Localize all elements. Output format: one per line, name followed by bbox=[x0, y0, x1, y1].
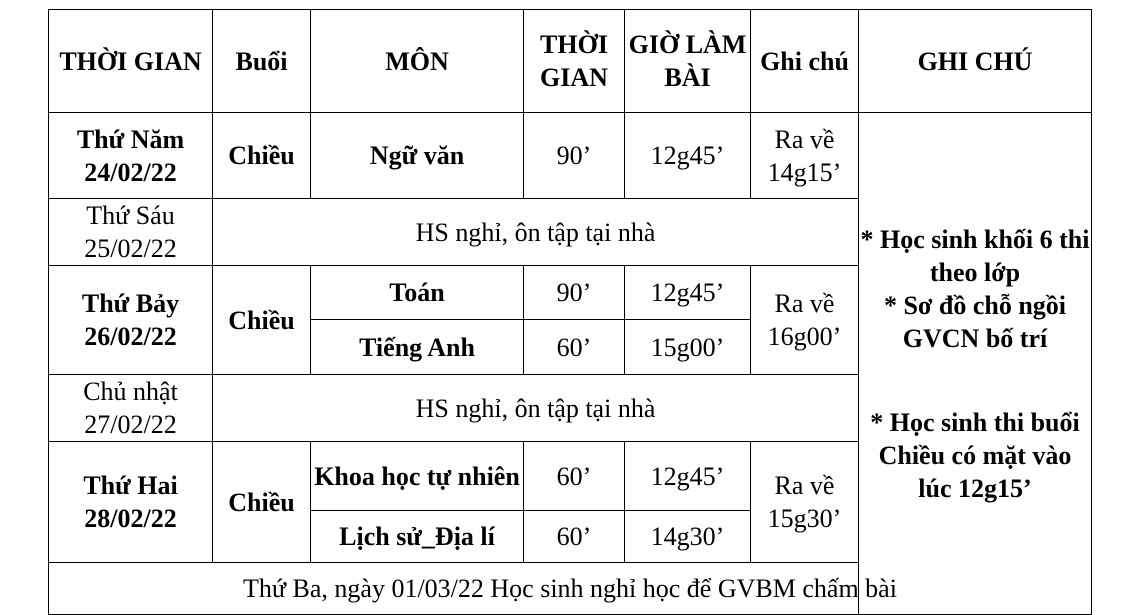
subject-cell: Ngữ văn bbox=[311, 113, 524, 199]
duration-cell: 90’ bbox=[524, 113, 625, 199]
header-time: THỜI GIAN bbox=[49, 10, 213, 113]
session-cell: Chiều bbox=[213, 442, 311, 563]
start-time-cell: 14g30’ bbox=[625, 511, 751, 563]
footer-row bbox=[49, 563, 1092, 615]
day-cell bbox=[49, 266, 213, 375]
day-name: Thứ Hai bbox=[83, 471, 178, 500]
header-session: Buổi bbox=[213, 10, 311, 113]
day-name: Thứ Bảy bbox=[81, 289, 180, 318]
day-name: Thứ Sáu bbox=[86, 201, 175, 230]
duration-cell: 60’ bbox=[524, 511, 625, 563]
start-time-cell: 12g45’ bbox=[625, 442, 751, 511]
start-time-cell: 12g45’ bbox=[625, 113, 751, 199]
day-name: Chủ nhật bbox=[83, 377, 178, 406]
header-row bbox=[49, 10, 1092, 113]
rest-day-cell: HS nghỉ, ôn tập tại nhà bbox=[213, 375, 859, 442]
start-time-cell: 12g45’ bbox=[625, 266, 751, 320]
table-row bbox=[49, 113, 1092, 199]
subject-cell: Khoa học tự nhiên bbox=[311, 442, 524, 511]
day-date: 27/02/22 bbox=[84, 410, 177, 439]
subject-cell: Lịch sử_Địa lí bbox=[311, 511, 524, 563]
remark-line: * Sơ đồ chỗ ngồi GVCN bố trí bbox=[884, 290, 1066, 353]
remark-line: * Học sinh thi buổi Chiều có mặt vào lúc 12g15’ bbox=[870, 407, 1080, 503]
note-cell: Ra về 15g30’ bbox=[751, 442, 859, 563]
header-subject: MÔN bbox=[311, 10, 524, 113]
exam-schedule-table bbox=[48, 9, 1092, 615]
session-cell: Chiều bbox=[213, 266, 311, 375]
subject-cell: Tiếng Anh bbox=[311, 320, 524, 375]
duration-cell: 60’ bbox=[524, 320, 625, 375]
remark-line: * Học sinh khối 6 thi theo lớp bbox=[860, 224, 1090, 287]
day-date: 25/02/22 bbox=[84, 234, 177, 263]
header-note: Ghi chú bbox=[751, 10, 859, 113]
day-date: 28/02/22 bbox=[84, 504, 177, 533]
note-cell: Ra về 16g00’ bbox=[751, 266, 859, 375]
session-cell: Chiều bbox=[213, 113, 311, 199]
remarks-cell bbox=[859, 113, 1092, 615]
header-duration: THỜI GIAN bbox=[524, 10, 625, 113]
note-cell: Ra về 14g15’ bbox=[751, 113, 859, 199]
header-start-time: GIỜ LÀM BÀI bbox=[625, 10, 751, 113]
day-date: 24/02/22 bbox=[84, 157, 177, 187]
duration-cell: 90’ bbox=[524, 266, 625, 320]
day-cell bbox=[49, 442, 213, 563]
footer-cell: Thứ Ba, ngày 01/03/22 Học sinh nghỉ học để GVBM chấm bài bbox=[49, 563, 1092, 615]
day-cell bbox=[49, 199, 213, 266]
day-cell bbox=[49, 375, 213, 442]
day-name: Thứ Năm bbox=[76, 124, 185, 154]
day-cell bbox=[49, 113, 213, 199]
duration-cell: 60’ bbox=[524, 442, 625, 511]
header-remarks: GHI CHÚ bbox=[859, 10, 1092, 113]
rest-day-cell: HS nghỉ, ôn tập tại nhà bbox=[213, 199, 859, 266]
subject-cell: Toán bbox=[311, 266, 524, 320]
start-time-cell: 15g00’ bbox=[625, 320, 751, 375]
day-date: 26/02/22 bbox=[84, 322, 177, 351]
